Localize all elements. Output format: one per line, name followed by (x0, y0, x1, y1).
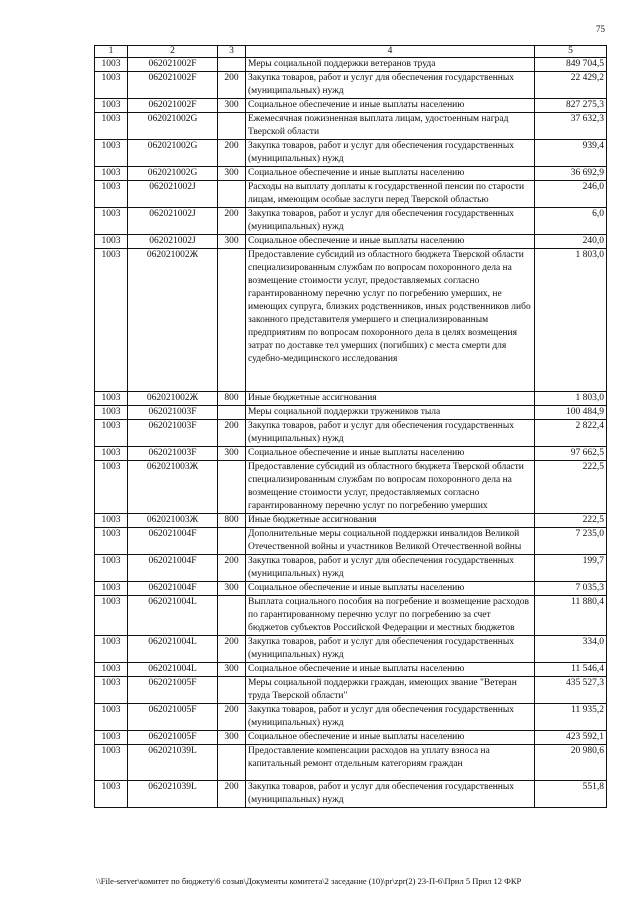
table-row (95, 99, 607, 113)
target-code-cell: 062021003F (128, 447, 218, 461)
target-code-cell: 062021004F (128, 582, 218, 596)
expense-type-cell: 200 (218, 704, 246, 731)
target-code-cell: 062021003Ж (128, 514, 218, 528)
item-name-cell: Иные бюджетные ассигнования (246, 514, 535, 528)
expense-type-cell: 200 (218, 781, 246, 808)
amount-cell: 246,0 (535, 181, 607, 208)
expense-type-cell: 300 (218, 167, 246, 181)
target-code-cell: 062021004L (128, 663, 218, 677)
item-name-cell: Меры социальной поддержки граждан, имеющих звание "Ветеран труда Тверской области" (246, 677, 535, 704)
amount-cell: 6,0 (535, 208, 607, 235)
header-col-1: 1 (95, 46, 128, 58)
item-name-cell: Предоставление субсидий из областного бюджета Тверской области специализированным службам по вопросам похоронного дела на возмещение стоимости услуг, предоставляемых согласно гарантированному перечню услуг по погребению умерших, не имеющих супруга, близких родственников, иных родственников либо законного представителя умершего и специализированным предприятиям по вопросам похоронного дела в целях возмещения затрат по доставке тел умерших (погибших) с места смерти для судебно-медицинского исследования (246, 249, 535, 392)
expense-type-cell: 200 (218, 72, 246, 99)
amount-cell: 1 803,0 (535, 392, 607, 406)
section-cell: 1003 (95, 113, 128, 140)
section-cell: 1003 (95, 392, 128, 406)
table-row (95, 235, 607, 249)
item-name-cell: Ежемесячная пожизненная выплата лицам, удостоенным наград Тверской области (246, 113, 535, 140)
item-name-cell: Социальное обеспечение и иные выплаты населению (246, 731, 535, 745)
header-col-2: 2 (128, 46, 218, 58)
table-row (95, 745, 607, 781)
target-code-cell: 062021002G (128, 167, 218, 181)
section-cell: 1003 (95, 406, 128, 420)
target-code-cell: 062021005F (128, 677, 218, 704)
item-name-cell: Закупка товаров, работ и услуг для обеспечения государственных (муниципальных) нужд (246, 208, 535, 235)
table-row (95, 72, 607, 99)
table-row (95, 781, 607, 808)
page-number: 75 (596, 24, 605, 34)
table-row (95, 636, 607, 663)
item-name-cell: Закупка товаров, работ и услуг для обеспечения государственных (муниципальных) нужд (246, 72, 535, 99)
amount-cell: 334,0 (535, 636, 607, 663)
amount-cell: 1 803,0 (535, 249, 607, 392)
table-row (95, 392, 607, 406)
item-name-cell: Иные бюджетные ассигнования (246, 392, 535, 406)
section-cell: 1003 (95, 596, 128, 636)
table-row (95, 181, 607, 208)
amount-cell: 222,5 (535, 461, 607, 514)
table-row (95, 704, 607, 731)
expense-type-cell (218, 181, 246, 208)
amount-cell: 849 704,5 (535, 58, 607, 72)
table-row (95, 447, 607, 461)
expense-type-cell: 200 (218, 140, 246, 167)
section-cell: 1003 (95, 72, 128, 99)
expense-type-cell: 300 (218, 663, 246, 677)
target-code-cell: 062021002G (128, 140, 218, 167)
section-cell: 1003 (95, 704, 128, 731)
target-code-cell: 062021004L (128, 636, 218, 663)
amount-cell: 7 035,3 (535, 582, 607, 596)
amount-cell: 827 275,3 (535, 99, 607, 113)
table-row (95, 406, 607, 420)
target-code-cell: 062021002Ж (128, 392, 218, 406)
item-name-cell: Закупка товаров, работ и услуг для обеспечения государственных (муниципальных) нужд (246, 420, 535, 447)
table-header-row (95, 46, 607, 58)
section-cell: 1003 (95, 781, 128, 808)
amount-cell: 100 484,9 (535, 406, 607, 420)
item-name-cell: Социальное обеспечение и иные выплаты населению (246, 235, 535, 249)
section-cell: 1003 (95, 582, 128, 596)
item-name-cell: Социальное обеспечение и иные выплаты населению (246, 447, 535, 461)
item-name-cell: Дополнительные меры социальной поддержки инвалидов Великой Отечественной войны и участников Великой Отечественной войны (246, 528, 535, 555)
item-name-cell: Меры социальной поддержки тружеников тыла (246, 406, 535, 420)
item-name-cell: Закупка товаров, работ и услуг для обеспечения государственных (муниципальных) нужд (246, 140, 535, 167)
target-code-cell: 062021003F (128, 406, 218, 420)
table-row (95, 663, 607, 677)
table-row (95, 528, 607, 555)
section-cell: 1003 (95, 140, 128, 167)
section-cell: 1003 (95, 636, 128, 663)
table-row (95, 113, 607, 140)
amount-cell: 37 632,3 (535, 113, 607, 140)
item-name-cell: Социальное обеспечение и иные выплаты населению (246, 99, 535, 113)
expense-type-cell: 200 (218, 555, 246, 582)
target-code-cell: 062021002J (128, 181, 218, 208)
table-row (95, 731, 607, 745)
target-code-cell: 062021005F (128, 704, 218, 731)
amount-cell: 11 880,4 (535, 596, 607, 636)
section-cell: 1003 (95, 677, 128, 704)
item-name-cell: Социальное обеспечение и иные выплаты населению (246, 663, 535, 677)
section-cell: 1003 (95, 447, 128, 461)
amount-cell: 240,0 (535, 235, 607, 249)
expense-type-cell: 200 (218, 208, 246, 235)
budget-table (94, 45, 607, 808)
expense-type-cell (218, 461, 246, 514)
section-cell: 1003 (95, 181, 128, 208)
section-cell: 1003 (95, 514, 128, 528)
table-row (95, 461, 607, 514)
table-row (95, 140, 607, 167)
amount-cell: 423 592,1 (535, 731, 607, 745)
item-name-cell: Социальное обеспечение и иные выплаты населению (246, 582, 535, 596)
header-col-3: 3 (218, 46, 246, 58)
expense-type-cell: 200 (218, 636, 246, 663)
amount-cell: 20 980,6 (535, 745, 607, 781)
header-col-5: 5 (535, 46, 607, 58)
section-cell: 1003 (95, 249, 128, 392)
target-code-cell: 062021004F (128, 528, 218, 555)
section-cell: 1003 (95, 58, 128, 72)
target-code-cell: 062021004L (128, 596, 218, 636)
expense-type-cell (218, 113, 246, 140)
table-body (95, 58, 607, 808)
expense-type-cell: 300 (218, 582, 246, 596)
table-row (95, 167, 607, 181)
target-code-cell: 062021005F (128, 731, 218, 745)
table-row (95, 596, 607, 636)
amount-cell: 22 429,2 (535, 72, 607, 99)
expense-type-cell: 300 (218, 235, 246, 249)
amount-cell: 551,8 (535, 781, 607, 808)
table-row (95, 677, 607, 704)
table-row (95, 555, 607, 582)
expense-type-cell (218, 528, 246, 555)
table-row (95, 208, 607, 235)
expense-type-cell: 300 (218, 731, 246, 745)
expense-type-cell (218, 677, 246, 704)
section-cell: 1003 (95, 555, 128, 582)
target-code-cell: 062021003F (128, 420, 218, 447)
expense-type-cell: 800 (218, 392, 246, 406)
item-name-cell: Социальное обеспечение и иные выплаты населению (246, 167, 535, 181)
target-code-cell: 062021002F (128, 58, 218, 72)
section-cell: 1003 (95, 167, 128, 181)
amount-cell: 939,4 (535, 140, 607, 167)
section-cell: 1003 (95, 208, 128, 235)
item-name-cell: Выплата социального пособия на погребение и возмещение расходов по гарантированному перечню услуг по погребению за счет бюджетов субъектов Российской Федерации и местных бюджетов (246, 596, 535, 636)
amount-cell: 222,5 (535, 514, 607, 528)
section-cell: 1003 (95, 461, 128, 514)
expense-type-cell (218, 406, 246, 420)
target-code-cell: 062021002G (128, 113, 218, 140)
expense-type-cell (218, 58, 246, 72)
item-name-cell: Закупка товаров, работ и услуг для обеспечения государственных (муниципальных) нужд (246, 781, 535, 808)
item-name-cell: Предоставление субсидий из областного бюджета Тверской области специализированным службам по вопросам похоронного дела на возмещение стоимости услуг, предоставляемых согласно гарантированному перечню услуг по погребению умерших (246, 461, 535, 514)
expense-type-cell: 200 (218, 420, 246, 447)
target-code-cell: 062021002J (128, 235, 218, 249)
expense-type-cell (218, 745, 246, 781)
section-cell: 1003 (95, 745, 128, 781)
amount-cell: 11 546,4 (535, 663, 607, 677)
target-code-cell: 062021002Ж (128, 249, 218, 392)
target-code-cell: 062021039L (128, 781, 218, 808)
file-path-footer: \\File-server\комитет по бюджету\6 созыв\Документы комитета\2 заседание (10)\pr\zpr(2) 23-П-6\Прил 5 Прил 12 ФКР (96, 876, 522, 886)
table-row (95, 514, 607, 528)
table-row (95, 249, 607, 392)
target-code-cell: 062021002F (128, 72, 218, 99)
item-name-cell: Предоставление компенсации расходов на уплату взноса на капитальный ремонт отдельным категориям граждан (246, 745, 535, 781)
expense-type-cell (218, 249, 246, 392)
table-row (95, 582, 607, 596)
section-cell: 1003 (95, 528, 128, 555)
header-col-4: 4 (246, 46, 535, 58)
expense-type-cell (218, 596, 246, 636)
section-cell: 1003 (95, 99, 128, 113)
expense-type-cell: 300 (218, 99, 246, 113)
expense-type-cell: 300 (218, 447, 246, 461)
target-code-cell: 062021039L (128, 745, 218, 781)
amount-cell: 2 822,4 (535, 420, 607, 447)
table-row (95, 58, 607, 72)
expense-type-cell: 800 (218, 514, 246, 528)
item-name-cell: Расходы на выплату доплаты к государственной пенсии по старости лицам, имеющим особые заслуги перед Тверской областью (246, 181, 535, 208)
section-cell: 1003 (95, 663, 128, 677)
amount-cell: 36 692,9 (535, 167, 607, 181)
item-name-cell: Закупка товаров, работ и услуг для обеспечения государственных (муниципальных) нужд (246, 704, 535, 731)
target-code-cell: 062021002J (128, 208, 218, 235)
table-row (95, 420, 607, 447)
item-name-cell: Закупка товаров, работ и услуг для обеспечения государственных (муниципальных) нужд (246, 555, 535, 582)
section-cell: 1003 (95, 420, 128, 447)
item-name-cell: Меры социальной поддержки ветеранов труда (246, 58, 535, 72)
section-cell: 1003 (95, 731, 128, 745)
amount-cell: 97 662,5 (535, 447, 607, 461)
amount-cell: 7 235,0 (535, 528, 607, 555)
amount-cell: 11 935,2 (535, 704, 607, 731)
item-name-cell: Закупка товаров, работ и услуг для обеспечения государственных (муниципальных) нужд (246, 636, 535, 663)
section-cell: 1003 (95, 235, 128, 249)
target-code-cell: 062021004F (128, 555, 218, 582)
target-code-cell: 062021003Ж (128, 461, 218, 514)
amount-cell: 199,7 (535, 555, 607, 582)
amount-cell: 435 527,3 (535, 677, 607, 704)
target-code-cell: 062021002F (128, 99, 218, 113)
